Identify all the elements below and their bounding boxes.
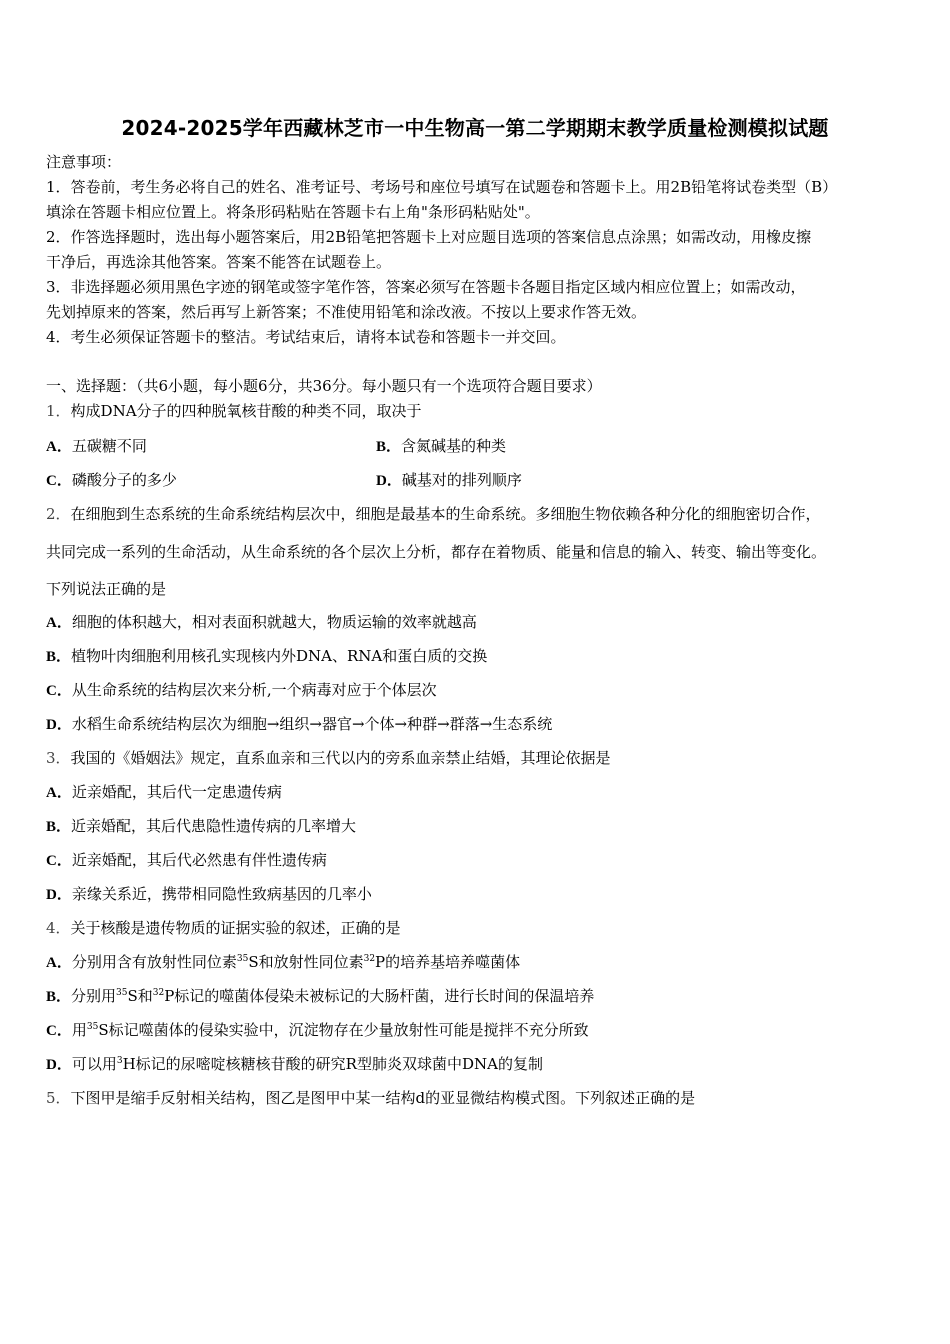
section-heading: 一、选择题：（共6小题，每小题6分，共36分。每小题只有一个选项符合题目要求） — [46, 377, 602, 395]
question-stem: 共同完成一系列的生命活动，从生命系统的各个层次上分析，都存在着物质、能量和信息的输入、转变、输出等变化。 — [46, 543, 827, 561]
option-c: C．近亲婚配，其后代必然患有伴性遗传病 — [46, 851, 327, 869]
question-stem: 构成DNA分子的四种脱氧核苷酸的种类不同，取决于 — [70, 402, 422, 420]
notice-line: 2．作答选择题时，选出每小题答案后，用2B铅笔把答题卡上对应题目选项的答案信息点涂黑；如需改动，用橡皮擦 — [46, 228, 812, 246]
notice-heading: 注意事项： — [46, 153, 122, 171]
option-d: D．可以用$^3$H标记的尿嘧啶核糖核苷酸的研究R型肺炎双球菌中DNA的复制 — [46, 1055, 543, 1073]
option-d: D．碱基对的排列顺序 — [376, 471, 522, 489]
question-stem: 我国的《婚姻法》规定，直系血亲和三代以内的旁系血亲禁止结婚，其理论依据是 — [70, 749, 611, 767]
question-4 — [46, 918, 401, 938]
option-a: A．分别用含有放射性同位素$^{35}$S和放射性同位素$^{32}$P的培养基培养噬菌体 — [46, 953, 521, 971]
option-c: C．从生命系统的结构层次来分析,一个病毒对应于个体层次 — [46, 681, 437, 699]
option-d: D．亲缘关系近，携带相同隐性致病基因的几率小 — [46, 885, 372, 903]
option-b: B．分别用$^{35}$S和$^{32}$P标记的噬菌体侵染未被标记的大肠杆菌，进行长时间的保温培养 — [46, 987, 595, 1005]
question-2 — [46, 504, 821, 524]
question-number: 5． — [46, 1089, 71, 1107]
option-b: B．近亲婚配，其后代患隐性遗传病的几率增大 — [46, 817, 357, 835]
question-3 — [46, 748, 611, 768]
option-b: B．植物叶肉细胞利用核孔实现核内外DNA、RNA和蛋白质的交换 — [46, 647, 488, 665]
question-number: 4． — [46, 919, 71, 937]
notice-line: 干净后，再选涂其他答案。答案不能答在试题卷上。 — [46, 253, 392, 271]
question-stem: 在细胞到生态系统的生命系统结构层次中，细胞是最基本的生命系统。多细胞生物依赖各种分化的细胞密切合作， — [70, 505, 821, 523]
question-number: 1． — [46, 402, 71, 420]
notice-line: 先划掉原来的答案，然后再写上新答案；不准使用铅笔和涂改液。不按以上要求作答无效。 — [46, 303, 647, 321]
notice-line: 3．非选择题必须用黑色字迹的钢笔或签字笔作答，答案必须写在答题卡各题目指定区域内相应位置上；如需改动， — [46, 278, 806, 296]
question-stem: 关于核酸是遗传物质的证据实验的叙述，正确的是 — [70, 919, 401, 937]
option-d: D．水稻生命系统结构层次为细胞→组织→器官→个体→种群→群落→生态系统 — [46, 715, 553, 733]
page-title: 2024-2025学年西藏林芝市一中生物高一第二学期期末教学质量检测模拟试题 — [121, 116, 829, 140]
option-b: B．含氮碱基的种类 — [376, 437, 507, 455]
question-number: 3． — [46, 749, 71, 767]
question-stem: 下图甲是缩手反射相关结构，图乙是图甲中某一结构d的亚显微结构模式图。下列叙述正确的是 — [70, 1089, 696, 1107]
option-a: A．近亲婚配，其后代一定患遗传病 — [46, 783, 282, 801]
option-a: A．细胞的体积越大，相对表面积就越大，物质运输的效率就越高 — [46, 613, 477, 631]
notice-line: 1．答卷前，考生务必将自己的姓名、准考证号、考场号和座位号填写在试题卷和答题卡上。用2B铅笔将试卷类型（B） — [46, 178, 838, 196]
question-number: 2． — [46, 505, 71, 523]
question-stem: 下列说法正确的是 — [46, 580, 167, 598]
option-c: C．用$^{35}$S标记噬菌体的侵染实验中，沉淀物存在少量放射性可能是搅拌不充分所致 — [46, 1021, 589, 1039]
question-1 — [46, 401, 422, 421]
notice-line: 填涂在答题卡相应位置上。将条形码粘贴在答题卡右上角"条形码粘贴处"。 — [46, 203, 540, 221]
option-a: A．五碳糖不同 — [46, 437, 147, 455]
notice-line: 4．考生必须保证答题卡的整洁。考试结束后，请将本试卷和答题卡一并交回。 — [46, 328, 566, 346]
option-c: C．磷酸分子的多少 — [46, 471, 177, 489]
question-5 — [46, 1088, 695, 1108]
